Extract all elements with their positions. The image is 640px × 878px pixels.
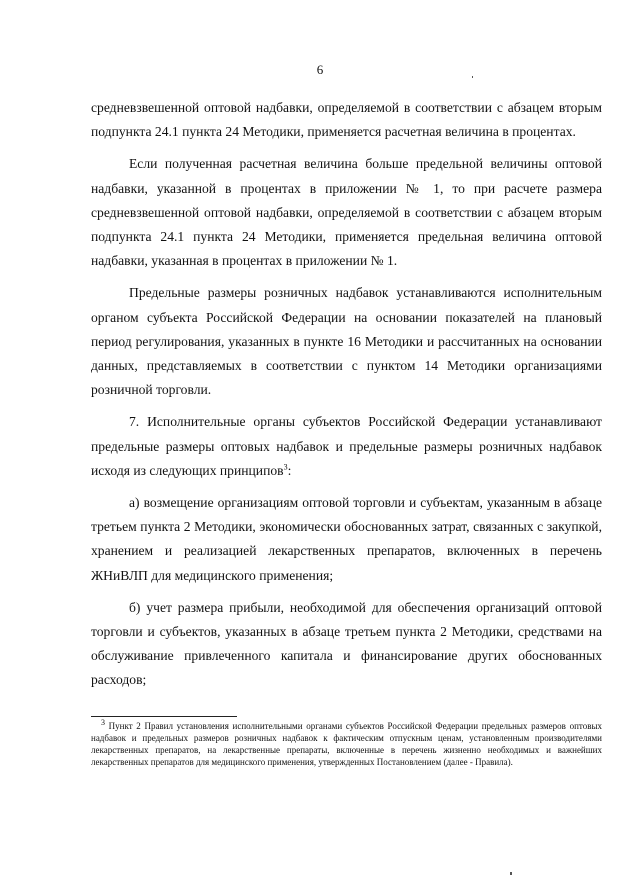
footnote-reference[interactable]: 3 xyxy=(283,462,288,472)
footnote-separator xyxy=(91,716,237,717)
footnote-marker: 3 xyxy=(101,718,105,727)
paragraph-principles xyxy=(91,410,602,483)
footnote-text: Пункт 2 Правил установления исполнительными органами субъектов Российской Федерации предельных размеров оптовых надбавок и предельных размеров розничных надбавок к фактическим отпускным ценам, установленным производителями лекарственных препаратов, на лекарственные препараты, включенные в перечень жизненно необходимых и важнейших лекарственных препаратов для медицинского применения, утвержденных Постановлением (далее - Правила). xyxy=(91,721,603,767)
scan-artifact xyxy=(472,76,473,78)
paragraph-principles-colon: : xyxy=(287,462,292,478)
list-item-b: б) учет размера прибыли, необходимой для обеспечения организаций оптовой торговли и субъектов, указанных в абзаце третьем пункта 2 Методики, средствами на обслуживание привлеченного капитала и финансирование других обоснованных расходов; xyxy=(91,599,602,688)
paragraph-wholesale-limit: Если полученная расчетная величина больше предельной величины оптовой надбавки, указанной в процентах в приложении № 1, то при расчете размера средневзвешенной оптовой надбавки, определяемой в соответствии с абзацем вторым подпункта 24.1 пункта 24 Методики, применяется предельная величина оптовой надбавки, указанная в процентах в приложении № 1. xyxy=(91,156,602,269)
list-item-a: а) возмещение организациям оптовой торговли и субъектам, указанным в абзаце третьем пункта 2 Методики, экономически обоснованных затрат, связанных с закупкой, хранением и реализацией лекарственных препаратов, включенных в перечень ЖНиВЛП для медицинского применения; xyxy=(91,495,602,583)
scan-artifact xyxy=(510,872,512,875)
paragraph-continuation: средневзвешенной оптовой надбавки, определяемой в соответствии с абзацем вторым подпункта 24.1 пункта 24 Методики, применяется расчетная величина в процентах. xyxy=(91,100,602,140)
page-number: 6 xyxy=(316,62,324,77)
document-body xyxy=(91,96,602,693)
paragraph-principles-text: 7. Исполнительные органы субъектов Российской Федерации устанавливают предельные размеры оптовых надбавок и предельные размеры розничных надбавок исходя из следующих принципов xyxy=(91,414,602,478)
footnote xyxy=(91,720,602,768)
paragraph-retail-markups: Предельные размеры розничных надбавок устанавливаются исполнительным органом субъекта Российской Федерации на основании показателей на плановый период регулирования, указанных в пункте 16 Методики и рассчитанных на основании данных, представляемых в соответствии с пунктом 14 Методики организациями розничной торговли. xyxy=(91,285,602,398)
